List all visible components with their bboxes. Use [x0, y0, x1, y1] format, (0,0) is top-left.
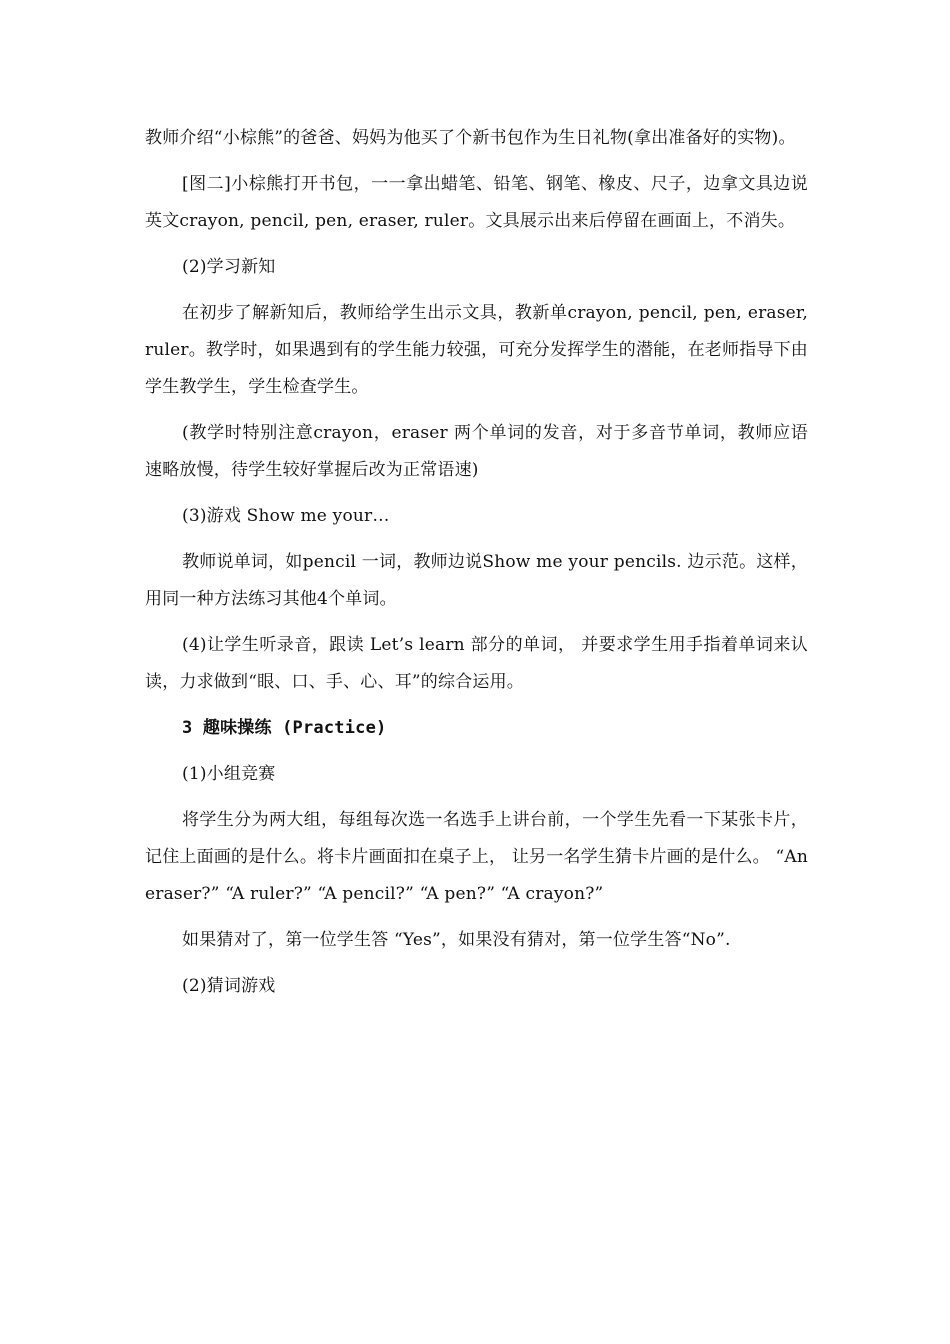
paragraph-game-show-me: 教师说单词，如pencil 一词，教师边说Show me your pencils. 边示范。这样，用同一种方法练习其他4个单词。 — [145, 552, 808, 609]
paragraph-learn-new: 在初步了解新知后，教师给学生出示文具，教新单crayon, pencil, pen, eraser, ruler。教学时，如果遇到有的学生能力较强，可充分发挥学生的潜能，在老师指导下由学生教学生，学生检查学生。 — [145, 303, 808, 397]
subheading-game-show-me: (3)游戏 Show me your… — [182, 506, 390, 526]
paragraph-group-contest: 将学生分为两大组，每组每次选一名选手上讲台前，一个学生先看一下某张卡片，记住上面画的是什么。将卡片画面扣在桌子上， 让另一名学生猜卡片画的是什么。 “An eraser?” “A ruler?” “A pencil?” “A pen?” “A crayon?” — [145, 810, 808, 904]
paragraph-answer-rule: 如果猜对了，第一位学生答 “Yes”，如果没有猜对，第一位学生答“No”. — [182, 930, 731, 950]
paragraph-intro: 教师介绍“小棕熊”的爸爸、妈妈为他买了个新书包作为生日礼物(拿出准备好的实物)。 — [145, 128, 796, 148]
paragraph-pronunciation-note: (教学时特别注意crayon，eraser 两个单词的发音，对于多音节单词，教师应语速略放慢，待学生较好掌握后改为正常语速) — [145, 423, 808, 480]
subheading-learn-new: (2)学习新知 — [182, 257, 276, 277]
subheading-guess-word-game: (2)猜词游戏 — [182, 976, 276, 996]
document-body — [145, 120, 808, 1014]
paragraph-figure-two: [图二]小棕熊打开书包，一一拿出蜡笔、铅笔、钢笔、橡皮、尺子，边拿文具边说英文crayon, pencil, pen, eraser, ruler。文具展示出来后停留在画面上，不消失。 — [145, 174, 808, 231]
paragraph-listen-read: (4)让学生听录音，跟读 Let’s learn 部分的单词， 并要求学生用手指着单词来认读，力求做到“眼、口、手、心、耳”的综合运用。 — [145, 635, 808, 692]
section-heading-practice: 3 趣味操练 (Practice) — [182, 718, 387, 738]
subheading-group-contest: (1)小组竞赛 — [182, 764, 276, 784]
